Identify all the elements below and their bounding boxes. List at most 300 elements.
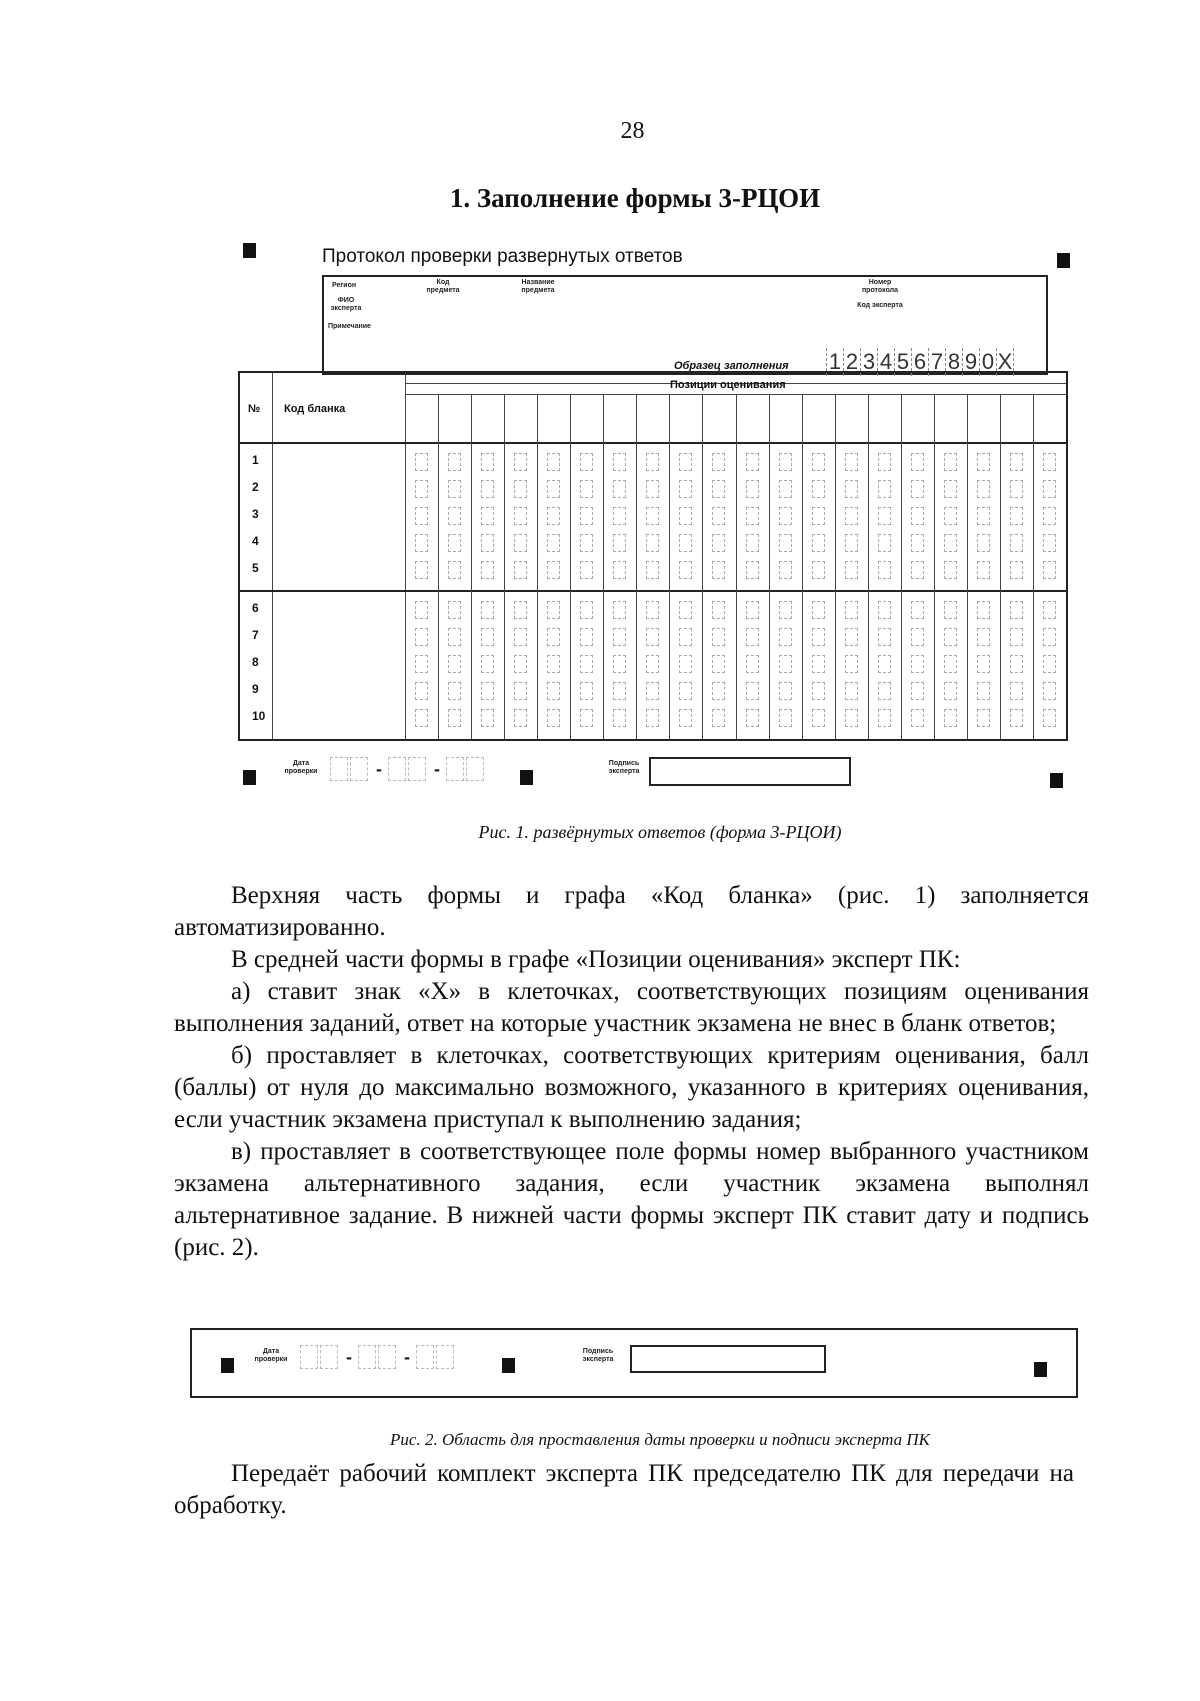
score-cell[interactable]: [845, 709, 858, 727]
score-cell[interactable]: [779, 628, 792, 646]
score-cell[interactable]: [712, 655, 725, 673]
score-cell[interactable]: [977, 507, 990, 525]
score-cell[interactable]: [911, 601, 924, 619]
date-cell: [446, 757, 464, 781]
paragraph: а) ставит знак «X» в клеточках, соответствующих позициям оценивания выполнения заданий, ответ на которые участник экзамена не внес в бланк ответов;: [174, 978, 1089, 1037]
score-cell[interactable]: [646, 507, 659, 525]
row-number: 10: [252, 709, 266, 723]
score-cell[interactable]: [1010, 480, 1023, 498]
score-cell[interactable]: [878, 480, 891, 498]
score-cell[interactable]: [415, 709, 428, 727]
score-cell[interactable]: [977, 601, 990, 619]
score-cell[interactable]: [448, 534, 461, 552]
score-cell[interactable]: [812, 709, 825, 727]
score-cell[interactable]: [779, 507, 792, 525]
row-number: 5: [252, 561, 259, 575]
score-cell[interactable]: [977, 534, 990, 552]
table-divider: [702, 394, 703, 739]
score-cell[interactable]: [911, 682, 924, 700]
form-title: Протокол проверки развернутых ответов: [322, 246, 683, 267]
score-cell[interactable]: [1010, 534, 1023, 552]
score-cell[interactable]: [911, 655, 924, 673]
field-note: Примечание: [328, 323, 371, 330]
score-cell[interactable]: [514, 534, 527, 552]
date-cell: [330, 757, 348, 781]
score-cell[interactable]: [679, 480, 692, 498]
registration-marker: [243, 243, 256, 258]
score-cell[interactable]: [679, 601, 692, 619]
score-cell[interactable]: [481, 628, 494, 646]
date-separator: -: [434, 758, 440, 779]
score-cell[interactable]: [580, 534, 593, 552]
score-cell[interactable]: [878, 682, 891, 700]
score-cell[interactable]: [613, 507, 626, 525]
score-cell[interactable]: [845, 682, 858, 700]
score-cell[interactable]: [514, 507, 527, 525]
score-cell[interactable]: [779, 709, 792, 727]
date-cell: [388, 757, 406, 781]
score-cell[interactable]: [1043, 601, 1056, 619]
score-cell[interactable]: [1010, 453, 1023, 471]
field-protocol-number: Номер протокола: [861, 279, 899, 294]
score-cell[interactable]: [878, 453, 891, 471]
sample-char: 0: [979, 348, 996, 376]
score-cell[interactable]: [746, 453, 759, 471]
table-divider: [570, 394, 571, 739]
score-cell[interactable]: [646, 655, 659, 673]
final-paragraph-block: [174, 1458, 1074, 1522]
score-cell[interactable]: [944, 453, 957, 471]
table-divider: [868, 394, 869, 739]
score-cell[interactable]: [977, 655, 990, 673]
score-cell[interactable]: [679, 534, 692, 552]
registration-marker: [243, 770, 256, 785]
score-cell[interactable]: [812, 601, 825, 619]
score-cell[interactable]: [779, 682, 792, 700]
score-cell[interactable]: [712, 682, 725, 700]
score-cell[interactable]: [646, 453, 659, 471]
col-code-header: Код бланка: [284, 403, 346, 415]
col-number-header: №: [248, 403, 261, 415]
score-cell[interactable]: [845, 480, 858, 498]
table-divider: [603, 394, 604, 739]
score-cell[interactable]: [679, 655, 692, 673]
score-cell[interactable]: [712, 561, 725, 579]
score-cell[interactable]: [1043, 682, 1056, 700]
score-cell[interactable]: [448, 480, 461, 498]
score-cell[interactable]: [845, 561, 858, 579]
score-cell[interactable]: [1010, 709, 1023, 727]
score-cell[interactable]: [1043, 480, 1056, 498]
score-cell[interactable]: [712, 628, 725, 646]
score-cell[interactable]: [944, 507, 957, 525]
field-expert-name: ФИО эксперта: [330, 297, 362, 312]
score-cell[interactable]: [878, 601, 891, 619]
score-cell[interactable]: [944, 655, 957, 673]
score-cell[interactable]: [547, 507, 560, 525]
score-cell[interactable]: [646, 709, 659, 727]
score-cell[interactable]: [679, 682, 692, 700]
score-cell[interactable]: [514, 682, 527, 700]
grading-table: [238, 371, 1068, 741]
field-subject-code: Код предмета: [426, 279, 460, 294]
table-divider: [1000, 394, 1001, 739]
score-cell[interactable]: [977, 709, 990, 727]
score-cell[interactable]: [481, 453, 494, 471]
table-divider: [240, 442, 1066, 444]
field-region: Регион: [332, 282, 357, 289]
score-cell[interactable]: [547, 601, 560, 619]
score-cell[interactable]: [613, 534, 626, 552]
score-cell[interactable]: [481, 601, 494, 619]
table-divider: [438, 394, 439, 739]
score-cell[interactable]: [779, 534, 792, 552]
score-cell[interactable]: [514, 655, 527, 673]
score-cell[interactable]: [481, 655, 494, 673]
row-number: 7: [252, 628, 259, 642]
row-number: 8: [252, 655, 259, 669]
page-number: 28: [620, 118, 645, 144]
table-divider: [769, 394, 770, 739]
score-cell[interactable]: [712, 507, 725, 525]
table-divider: [967, 394, 968, 739]
score-cell[interactable]: [911, 480, 924, 498]
signature-box: [649, 757, 851, 786]
score-cell[interactable]: [613, 561, 626, 579]
sample-char: 7: [928, 348, 945, 376]
score-cell[interactable]: [1010, 628, 1023, 646]
row-number: 1: [252, 453, 259, 467]
score-cell[interactable]: [448, 655, 461, 673]
score-cell[interactable]: [580, 507, 593, 525]
signature-label: Подпись эксперта: [582, 1348, 614, 1363]
score-cell[interactable]: [812, 534, 825, 552]
registration-marker: [1034, 1362, 1047, 1377]
score-cell[interactable]: [1043, 709, 1056, 727]
score-cell[interactable]: [746, 480, 759, 498]
score-cell[interactable]: [646, 682, 659, 700]
score-cell[interactable]: [944, 709, 957, 727]
score-cell[interactable]: [878, 534, 891, 552]
score-cell[interactable]: [845, 453, 858, 471]
table-divider: [405, 373, 406, 739]
score-cell[interactable]: [1043, 628, 1056, 646]
row-number: 4: [252, 534, 259, 548]
score-cell[interactable]: [779, 601, 792, 619]
score-cell[interactable]: [779, 480, 792, 498]
score-cell[interactable]: [878, 561, 891, 579]
score-cell[interactable]: [812, 682, 825, 700]
table-divider: [835, 394, 836, 739]
table-divider: [471, 394, 472, 739]
registration-marker: [1050, 773, 1063, 788]
score-cell[interactable]: [580, 628, 593, 646]
score-cell[interactable]: [944, 534, 957, 552]
score-cell[interactable]: [911, 507, 924, 525]
score-cell[interactable]: [415, 453, 428, 471]
score-cell[interactable]: [944, 561, 957, 579]
score-cell[interactable]: [481, 709, 494, 727]
paragraph: В средней части формы в графе «Позиции оценивания» эксперт ПК:: [231, 946, 961, 973]
score-cell[interactable]: [415, 507, 428, 525]
score-cell[interactable]: [812, 480, 825, 498]
score-cell[interactable]: [845, 507, 858, 525]
score-cell[interactable]: [911, 453, 924, 471]
score-cell[interactable]: [580, 480, 593, 498]
score-cell[interactable]: [1010, 601, 1023, 619]
score-cell[interactable]: [481, 534, 494, 552]
score-cell[interactable]: [646, 628, 659, 646]
field-subject-name: Название предмета: [521, 279, 555, 294]
score-cell[interactable]: [547, 561, 560, 579]
paragraph: в) проставляет в соответствующее поле формы номер выбранного участником экзамена альтернативного задания, если участник экзамена выполнял альтернативное задание. В нижней части формы эксперт ПК ставит дату и подпись (рис. 2).: [174, 1138, 1089, 1261]
score-cell[interactable]: [514, 601, 527, 619]
score-cell[interactable]: [646, 601, 659, 619]
score-cell[interactable]: [878, 507, 891, 525]
section-heading: 1. Заполнение формы 3-РЦОИ: [449, 183, 821, 213]
sample-char: 8: [945, 348, 962, 376]
score-cell[interactable]: [514, 480, 527, 498]
score-cell[interactable]: [514, 709, 527, 727]
score-cell[interactable]: [514, 628, 527, 646]
score-cell[interactable]: [481, 507, 494, 525]
score-cell[interactable]: [646, 534, 659, 552]
paragraph: б) проставляет в клеточках, соответствующих критериям оценивания, балл (баллы) от нуля до максимально возможного, указанного в критериях оценивания, если участник экзамена приступал к выполнению задания;: [174, 1042, 1089, 1133]
score-cell[interactable]: [845, 655, 858, 673]
date-cell: [416, 1345, 434, 1369]
score-cell[interactable]: [911, 561, 924, 579]
date-separator: -: [376, 758, 382, 779]
score-cell[interactable]: [1010, 561, 1023, 579]
score-cell[interactable]: [415, 682, 428, 700]
score-cell[interactable]: [878, 709, 891, 727]
score-cell[interactable]: [448, 628, 461, 646]
sample-char: 2: [843, 348, 860, 376]
score-cell[interactable]: [613, 682, 626, 700]
score-cell[interactable]: [944, 682, 957, 700]
score-cell[interactable]: [547, 534, 560, 552]
score-cell[interactable]: [481, 480, 494, 498]
score-cell[interactable]: [911, 534, 924, 552]
score-cell[interactable]: [746, 628, 759, 646]
score-cell[interactable]: [646, 480, 659, 498]
table-divider: [636, 394, 637, 739]
sample-char: 1: [826, 348, 843, 376]
score-cell[interactable]: [580, 453, 593, 471]
table-divider: [901, 394, 902, 739]
date-field: [300, 1345, 456, 1369]
date-cell: [466, 757, 484, 781]
score-cell[interactable]: [1043, 655, 1056, 673]
score-cell[interactable]: [679, 709, 692, 727]
score-cell[interactable]: [712, 480, 725, 498]
signature-label: Подпись эксперта: [608, 760, 640, 775]
score-cell[interactable]: [547, 480, 560, 498]
score-cell[interactable]: [911, 709, 924, 727]
score-cell[interactable]: [746, 561, 759, 579]
score-cell[interactable]: [911, 628, 924, 646]
score-cell[interactable]: [415, 534, 428, 552]
table-divider: [537, 394, 538, 739]
score-cell[interactable]: [1010, 682, 1023, 700]
table-divider: [802, 394, 803, 739]
score-cell[interactable]: [1043, 507, 1056, 525]
score-cell[interactable]: [679, 453, 692, 471]
score-cell[interactable]: [812, 561, 825, 579]
score-cell[interactable]: [746, 507, 759, 525]
score-cell[interactable]: [878, 655, 891, 673]
score-cell[interactable]: [977, 453, 990, 471]
score-cell[interactable]: [613, 628, 626, 646]
score-cell[interactable]: [580, 682, 593, 700]
score-cell[interactable]: [415, 655, 428, 673]
table-divider: [1033, 394, 1034, 739]
figure-caption-1: Рис. 1. развёрнутых ответов (форма 3-РЦОИ): [478, 822, 842, 842]
score-cell[interactable]: [779, 561, 792, 579]
table-divider: [669, 394, 670, 739]
date-label: Дата проверки: [284, 760, 318, 775]
score-cell[interactable]: [1043, 561, 1056, 579]
table-divider: [736, 394, 737, 739]
sample-label: Образец заполнения: [674, 360, 789, 372]
paragraph: Передаёт рабочий комплект эксперта ПК председателю ПК для передачи на обработку.: [174, 1460, 1074, 1519]
score-cell[interactable]: [712, 601, 725, 619]
score-cell[interactable]: [448, 453, 461, 471]
date-cell: [320, 1345, 338, 1369]
score-cell[interactable]: [415, 601, 428, 619]
score-cell[interactable]: [547, 682, 560, 700]
score-cell[interactable]: [481, 682, 494, 700]
score-cell[interactable]: [679, 507, 692, 525]
score-cell[interactable]: [712, 453, 725, 471]
date-cell: [358, 1345, 376, 1369]
score-cell[interactable]: [514, 561, 527, 579]
score-cell[interactable]: [1043, 453, 1056, 471]
table-divider: [504, 394, 505, 739]
score-cell[interactable]: [415, 628, 428, 646]
score-cell[interactable]: [547, 628, 560, 646]
score-cell[interactable]: [679, 561, 692, 579]
date-separator: -: [404, 1346, 410, 1367]
score-cell[interactable]: [812, 655, 825, 673]
score-cell[interactable]: [1043, 534, 1056, 552]
score-cell[interactable]: [977, 561, 990, 579]
signature-box: [630, 1345, 826, 1373]
date-cell: [350, 757, 368, 781]
score-cell[interactable]: [448, 601, 461, 619]
row-number: 9: [252, 682, 259, 696]
score-cell[interactable]: [514, 453, 527, 471]
body-text: [174, 880, 1089, 1264]
score-cell[interactable]: [646, 561, 659, 579]
score-cell[interactable]: [547, 453, 560, 471]
sample-char: 4: [877, 348, 894, 376]
score-cell[interactable]: [613, 480, 626, 498]
score-cell[interactable]: [547, 655, 560, 673]
score-cell[interactable]: [1010, 655, 1023, 673]
score-cell[interactable]: [779, 453, 792, 471]
col-positions-header: Позиции оценивания: [670, 379, 786, 391]
score-cell[interactable]: [448, 709, 461, 727]
score-cell[interactable]: [878, 628, 891, 646]
figure-caption-2: Рис. 2. Область для проставления даты проверки и подписи эксперта ПК: [390, 1430, 930, 1449]
score-cell[interactable]: [613, 601, 626, 619]
score-cell[interactable]: [613, 655, 626, 673]
score-cell[interactable]: [944, 601, 957, 619]
score-cell[interactable]: [679, 628, 692, 646]
field-expert-code: Код эксперта: [857, 302, 903, 309]
row-number: 6: [252, 601, 259, 615]
score-cell[interactable]: [613, 709, 626, 727]
date-field: [330, 757, 486, 781]
sample-char: 3: [860, 348, 877, 376]
score-cell[interactable]: [977, 682, 990, 700]
table-divider: [934, 394, 935, 739]
score-cell[interactable]: [944, 628, 957, 646]
score-cell[interactable]: [746, 655, 759, 673]
sample-char: 6: [911, 348, 928, 376]
registration-marker: [520, 770, 533, 785]
score-cell[interactable]: [712, 534, 725, 552]
registration-marker: [502, 1358, 515, 1373]
sample-char: 9: [962, 348, 979, 376]
score-cell[interactable]: [415, 480, 428, 498]
date-cell: [378, 1345, 396, 1369]
score-cell[interactable]: [580, 601, 593, 619]
score-cell[interactable]: [746, 709, 759, 727]
score-cell[interactable]: [779, 655, 792, 673]
score-cell[interactable]: [448, 507, 461, 525]
score-cell[interactable]: [580, 709, 593, 727]
date-separator: -: [346, 1346, 352, 1367]
score-cell[interactable]: [415, 561, 428, 579]
date-label: Дата проверки: [254, 1348, 288, 1363]
score-cell[interactable]: [812, 628, 825, 646]
score-cell[interactable]: [812, 453, 825, 471]
score-cell[interactable]: [845, 628, 858, 646]
score-cell[interactable]: [845, 601, 858, 619]
score-cell[interactable]: [547, 709, 560, 727]
score-cell[interactable]: [448, 682, 461, 700]
score-cell[interactable]: [812, 507, 825, 525]
date-cell: [436, 1345, 454, 1369]
table-divider: [240, 590, 1066, 592]
row-number: 2: [252, 480, 259, 494]
score-cell[interactable]: [944, 480, 957, 498]
date-cell: [300, 1345, 318, 1369]
score-cell[interactable]: [746, 534, 759, 552]
score-cell[interactable]: [580, 655, 593, 673]
figure-2-box: [190, 1328, 1078, 1398]
score-cell[interactable]: [746, 682, 759, 700]
score-cell[interactable]: [448, 561, 461, 579]
score-cell[interactable]: [1010, 507, 1023, 525]
registration-marker: [221, 1358, 234, 1373]
score-cell[interactable]: [481, 561, 494, 579]
score-cell[interactable]: [580, 561, 593, 579]
table-divider: [272, 373, 273, 739]
score-cell[interactable]: [613, 453, 626, 471]
score-cell[interactable]: [712, 709, 725, 727]
registration-marker: [1057, 253, 1070, 268]
score-cell[interactable]: [845, 534, 858, 552]
date-cell: [408, 757, 426, 781]
score-cell[interactable]: [977, 480, 990, 498]
score-cell[interactable]: [977, 628, 990, 646]
sample-char: 5: [894, 348, 911, 376]
score-cell[interactable]: [746, 601, 759, 619]
row-number: 3: [252, 507, 259, 521]
